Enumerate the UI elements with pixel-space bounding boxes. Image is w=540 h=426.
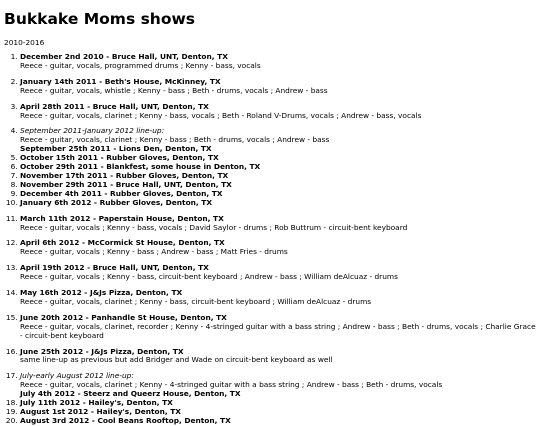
show-title: July 11th 2012 - Hailey's, Denton, TX <box>20 398 173 408</box>
show-item <box>20 53 536 71</box>
show-item <box>20 78 536 96</box>
show-lineup: Reece - guitar, vocals, clarinet ; Kenny - bass, circuit-bent keyboard ; William deAlcuaz - drums <box>20 296 372 306</box>
lineup-era-members: Reece - guitar, vocals, clarinet ; Kenny - 4-stringed guitar with a bass string ; Andrew - bass ; Beth - drums, vocals <box>20 380 443 390</box>
show-item <box>20 199 536 208</box>
show-title: March 11th 2012 - Paperstain House, Denton, TX <box>20 213 224 223</box>
show-title: August 3rd 2012 - Cool Beans Rooftop, Denton, TX <box>20 415 231 425</box>
show-title: December 2nd 2010 - Bruce Hall, UNT, Denton, TX <box>20 52 228 61</box>
show-item <box>20 239 536 257</box>
show-title: October 15th 2011 - Rubber Gloves, Denton, TX <box>20 153 219 163</box>
show-item <box>20 348 536 366</box>
show-item <box>20 372 536 399</box>
show-lineup: Reece - guitar, vocals ; Kenny - bass, vocals ; David Saylor - drums ; Rob Buttrum - circuit-bent keyboard <box>20 222 408 232</box>
show-title: April 6th 2012 - McCormick St House, Denton, TX <box>20 238 225 248</box>
show-item <box>20 314 536 341</box>
show-title: April 19th 2012 - Bruce Hall, UNT, Denton, TX <box>20 263 209 273</box>
show-lineup: Reece - guitar, vocals, programmed drums ; Kenny - bass, vocals <box>20 60 261 70</box>
show-title: June 20th 2012 - Panhandle St House, Denton, TX <box>20 312 227 322</box>
page-title: Bukkake Moms shows <box>4 10 196 28</box>
show-lineup: Reece - guitar, vocals, clarinet, recorder ; Kenny - 4-stringed guitar with a bass string ; Andrew - bass ; Beth - drums, vocals ; Charlie Grace - circuit-bent keyboard <box>20 321 536 340</box>
show-list <box>4 53 536 426</box>
show-title: October 29th 2011 - Blankfest, some house in Denton, TX <box>20 162 261 172</box>
show-title: July 4th 2012 - Steerz and Queerz House, Denton, TX <box>20 389 241 399</box>
show-title: September 25th 2011 - Lions Den, Denton, TX <box>20 144 212 154</box>
show-title: January 6th 2012 - Rubber Gloves, Denton, TX <box>20 197 213 207</box>
lineup-era-members: Reece - guitar, vocals, clarinet ; Kenny - bass ; Beth - drums, vocals ; Andrew - bass <box>20 135 330 145</box>
show-lineup: Reece - guitar, vocals ; Kenny - bass, circuit-bent keyboard ; Andrew - bass ; William deAlcuaz - drums <box>20 272 398 282</box>
show-title: August 1st 2012 - Hailey's, Denton, TX <box>20 407 181 416</box>
show-title: June 25th 2012 - J&Js Pizza, Denton, TX <box>20 346 184 356</box>
show-lineup: Reece - guitar, vocals ; Kenny - bass ; Andrew - bass ; Matt Fries - drums <box>20 247 288 257</box>
show-title: May 16th 2012 - J&Js Pizza, Denton, TX <box>20 288 183 298</box>
show-item <box>20 103 536 121</box>
show-title: January 14th 2011 - Beth's House, McKinney, TX <box>20 76 221 86</box>
show-item <box>20 127 536 154</box>
show-title: November 17th 2011 - Rubber Gloves, Denton, TX <box>20 170 229 180</box>
year-range: 2010-2016 <box>4 38 45 47</box>
lineup-era-note: 4. September 2011-January 2012 line-up: <box>20 126 165 136</box>
show-lineup: same line-up as previous but add Bridger and Wade on circuit-bent keyboard as well <box>20 355 333 365</box>
lineup-era-note: 17. July-early August 2012 line-up: <box>20 371 134 381</box>
show-item <box>20 215 536 233</box>
show-title: December 4th 2011 - Rubber Gloves, Denton, TX <box>20 188 223 198</box>
show-title: April 28th 2011 - Bruce Hall, UNT, Denton, TX <box>20 101 209 111</box>
show-item <box>20 417 536 426</box>
show-title: November 29th 2011 - Bruce Hall, UNT, Denton, TX <box>20 179 232 189</box>
show-lineup: Reece - guitar, vocals, clarinet ; Kenny - bass, vocals ; Beth - Roland V-Drums, vocals ; Andrew - bass, vocals <box>20 110 422 120</box>
show-item <box>20 289 536 307</box>
show-lineup: Reece - guitar, vocals, whistle ; Kenny - bass ; Beth - drums, vocals ; Andrew - bass <box>20 85 328 95</box>
show-item <box>20 264 536 282</box>
